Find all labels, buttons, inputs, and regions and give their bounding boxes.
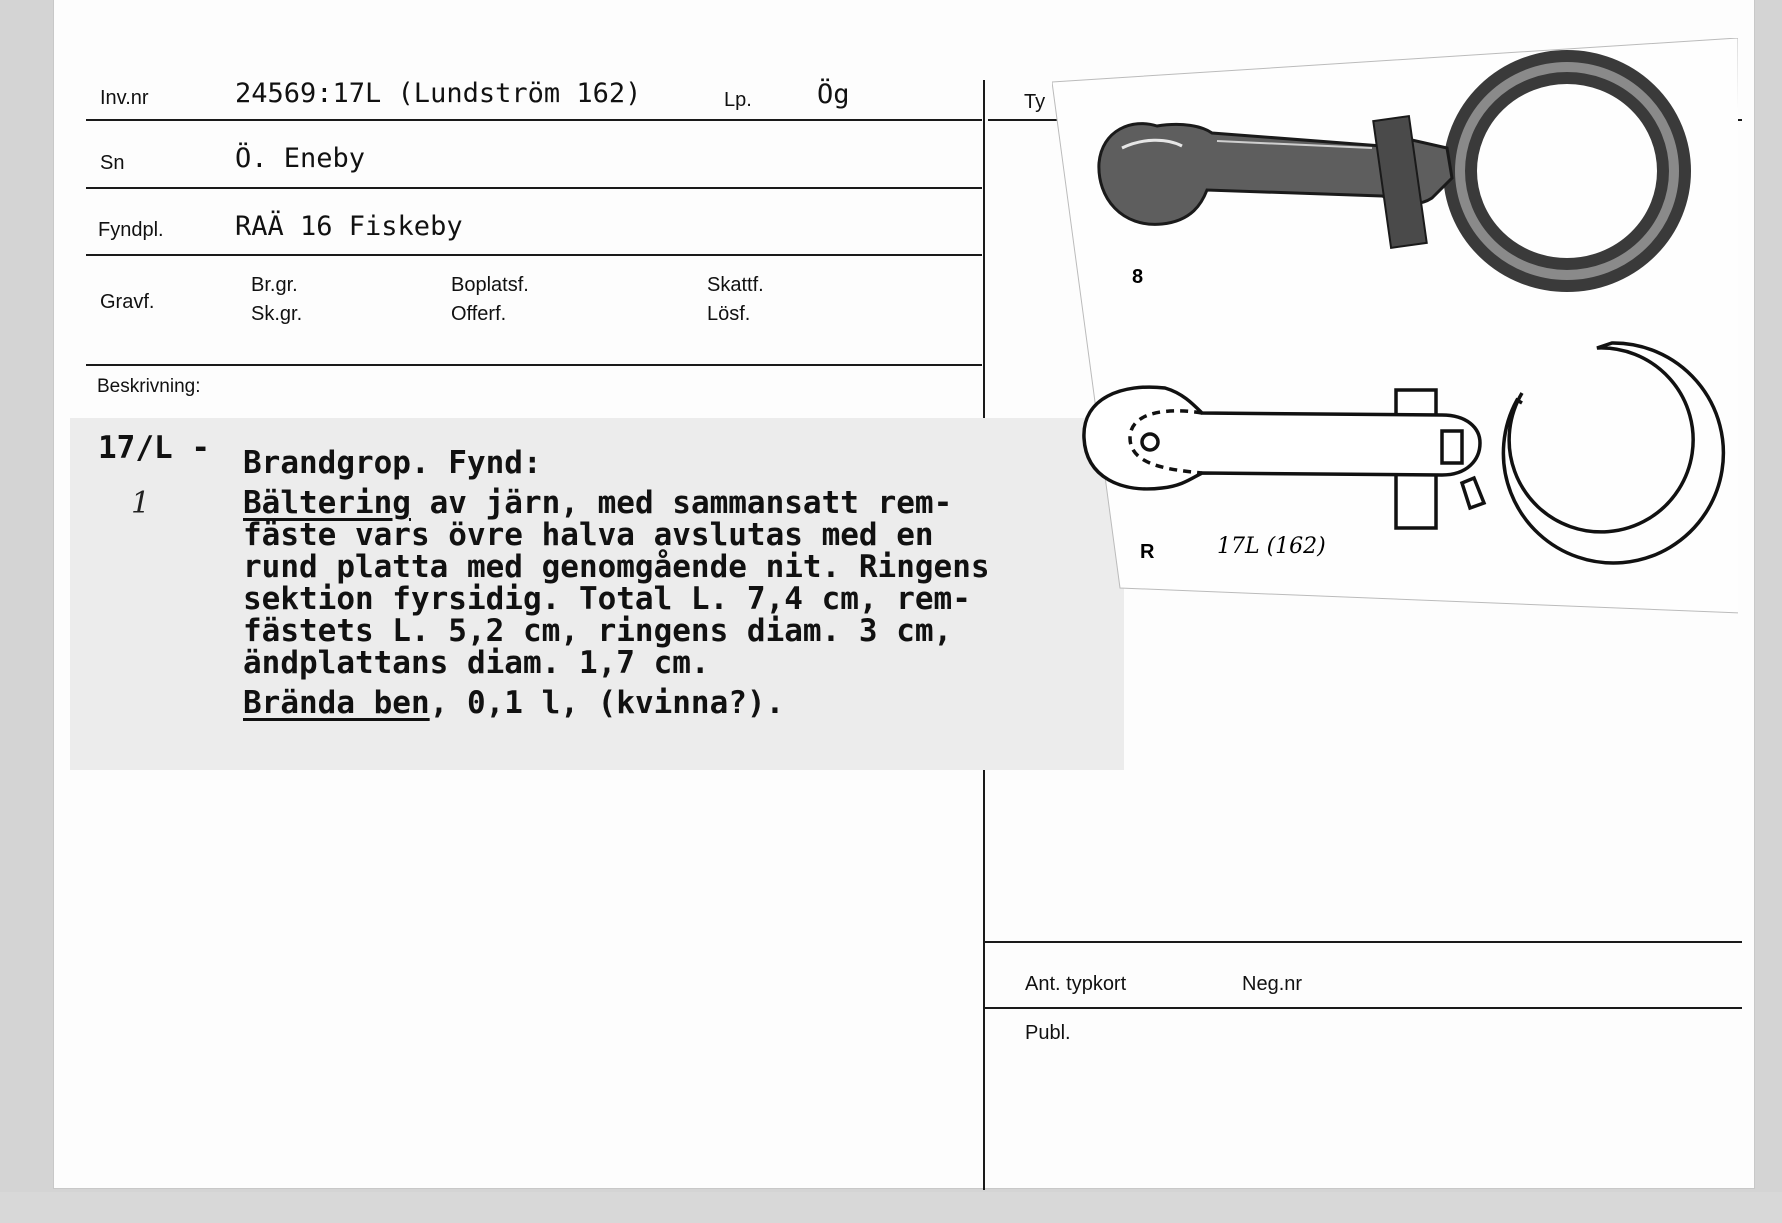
description-text [243, 447, 990, 719]
rule-sn [86, 187, 982, 189]
gravf-label: Gravf. [100, 291, 155, 313]
ty-label: Ty [1024, 91, 1046, 113]
publ-label: Publ. [1025, 1022, 1071, 1044]
belt-ring-illustration [1052, 38, 1738, 616]
item1-term: Bältering [243, 485, 411, 521]
losf-label: Lösf. [707, 303, 751, 325]
item1-line1-rest: av järn, med sammansatt rem- [410, 485, 953, 521]
boplatsf-label: Boplatsf. [451, 274, 529, 296]
item2-term: Brända ben [243, 685, 430, 721]
item2-line [243, 687, 990, 719]
rule-gravf [86, 364, 982, 366]
photo-label: 8 [1132, 266, 1144, 288]
neg-nr-label: Neg.nr [1242, 973, 1303, 995]
handwritten-ref: 17L (162) [1217, 534, 1326, 559]
item1-line4: sektion fyrsidig. Total L. 7,4 cm, rem- [243, 581, 971, 617]
item2-rest: , 0,1 l, (kvinna?). [429, 685, 785, 721]
item1-line2: fäste vars övre halva avslutas med en [243, 517, 934, 553]
skgr-label: Sk.gr. [251, 303, 303, 325]
rule-footer-mid [985, 1007, 1742, 1009]
beskrivning-label: Beskrivning: [97, 376, 201, 397]
rule-fyndpl [86, 254, 982, 256]
rule-footer-top [985, 941, 1742, 943]
item1-line6: ändplattans diam. 1,7 cm. [243, 645, 710, 681]
heading-text: Brandgrop. Fynd: [243, 445, 542, 481]
offerf-label: Offerf. [451, 303, 507, 325]
fyndpl-value: RAÄ 16 Fiskeby [235, 211, 463, 242]
rule-invnr [86, 119, 982, 121]
item1-line5: fästets L. 5,2 cm, ringens diam. 3 cm, [243, 613, 953, 649]
heading-line [243, 447, 990, 479]
lp-label: Lp. [724, 89, 752, 111]
lp-value: Ög [817, 79, 850, 110]
item1-line1 [243, 487, 990, 519]
item-mark: 1 [131, 486, 151, 521]
sn-label: Sn [100, 152, 125, 174]
brgr-label: Br.gr. [251, 274, 298, 296]
ant-typkort-label: Ant. typkort [1025, 973, 1127, 995]
item1-line3: rund platta med genomgående nit. Ringens [243, 549, 990, 585]
inv-nr-label: Inv.nr [100, 87, 149, 109]
drawing-label: R [1140, 541, 1155, 563]
skattf-label: Skattf. [707, 274, 764, 296]
inv-nr-value: 24569:17L (Lundström 162) [235, 78, 642, 109]
fyndpl-label: Fyndpl. [98, 219, 164, 241]
heading-number: 17/L - [98, 430, 210, 466]
scan-bottom-edge [0, 1192, 1782, 1223]
sn-value: Ö. Eneby [235, 143, 366, 174]
